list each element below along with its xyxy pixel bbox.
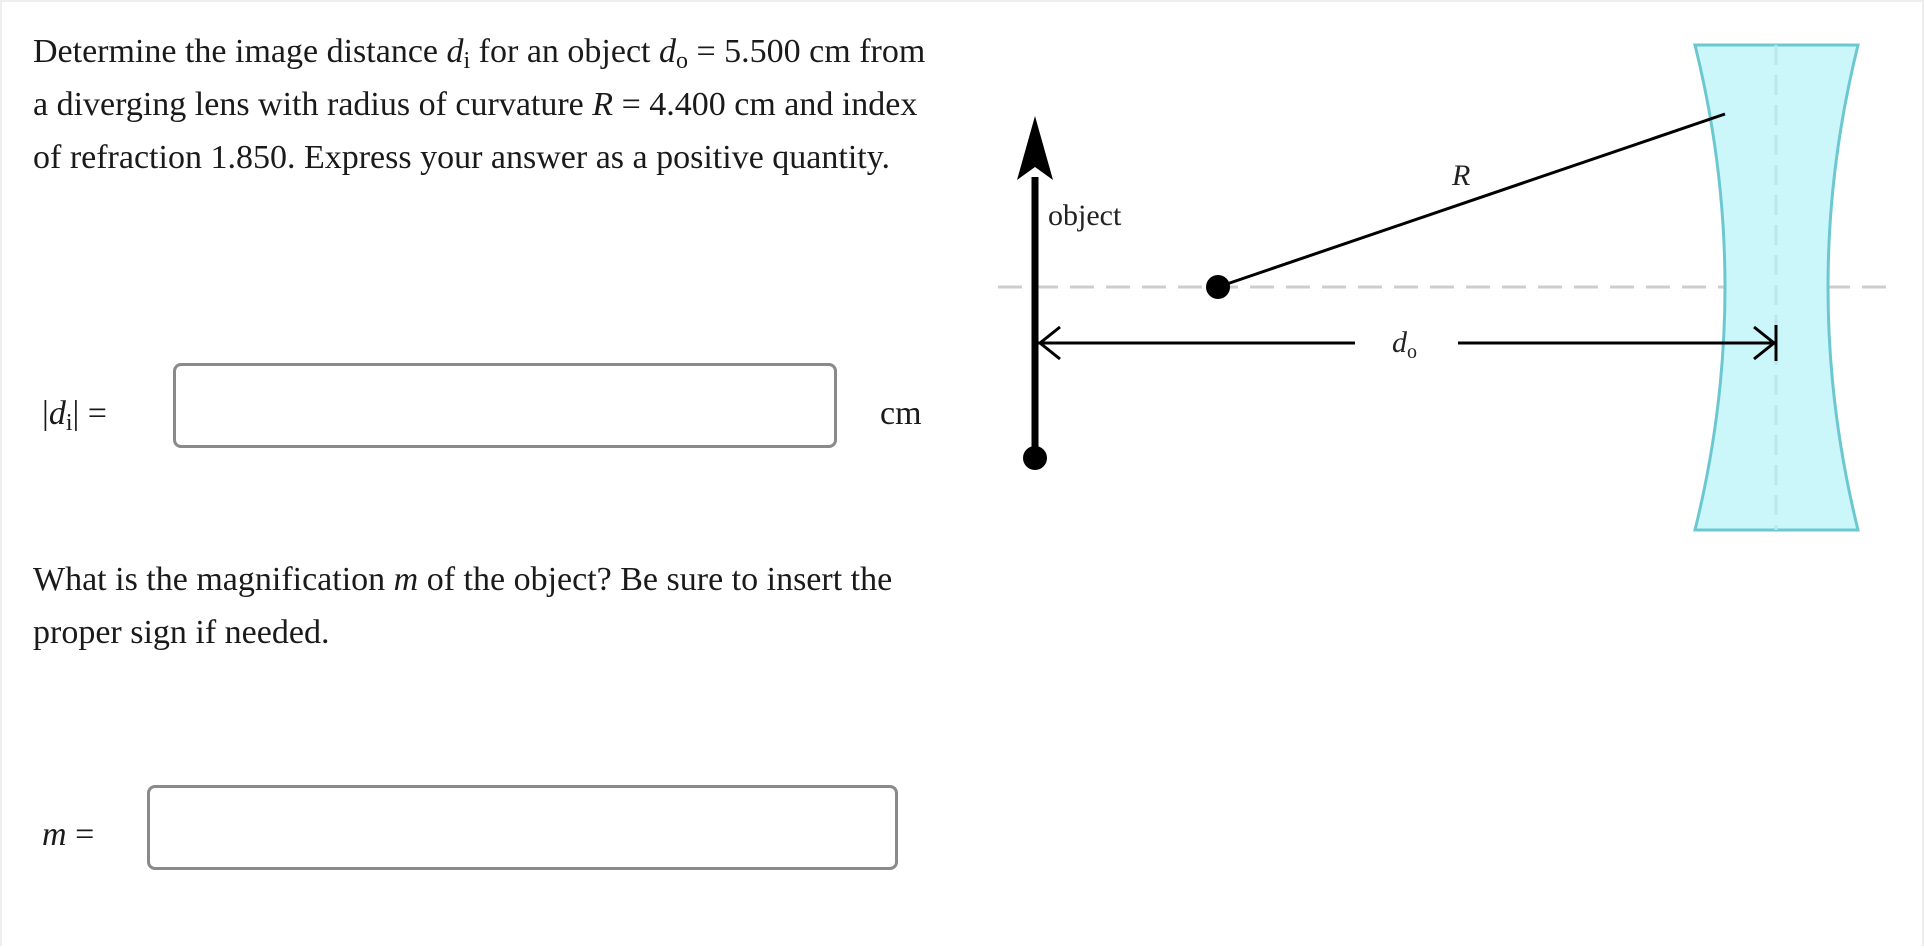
m-answer-label: m =: [42, 816, 95, 853]
question-2-text: What is the magnification m of the object? Be sure to insert the proper sign if needed.: [33, 561, 893, 651]
radius-label: R: [1452, 159, 1471, 192]
radius-line: [1218, 114, 1725, 287]
m-answer-input[interactable]: [147, 785, 898, 870]
object-label: object: [1048, 199, 1122, 232]
center-of-curvature-dot: [1206, 275, 1230, 299]
question-1-text: Determine the image distance $d_i$ for an object $d_o = 5.500$ cm from a diverging lens with radius of curvature R = 4.400 cm and index of refraction 1.850. Express your answer as a positive quantity.: [33, 33, 926, 176]
di-answer-label: $|d_i|$ =: [42, 395, 107, 436]
object-arrowhead: [1017, 116, 1053, 180]
object-base-dot: [1023, 446, 1047, 470]
lens-diagram: [990, 30, 1900, 550]
di-answer-input[interactable]: [173, 363, 837, 448]
distance-label: $d_o$: [1392, 326, 1417, 363]
di-unit-label: cm: [880, 395, 922, 432]
